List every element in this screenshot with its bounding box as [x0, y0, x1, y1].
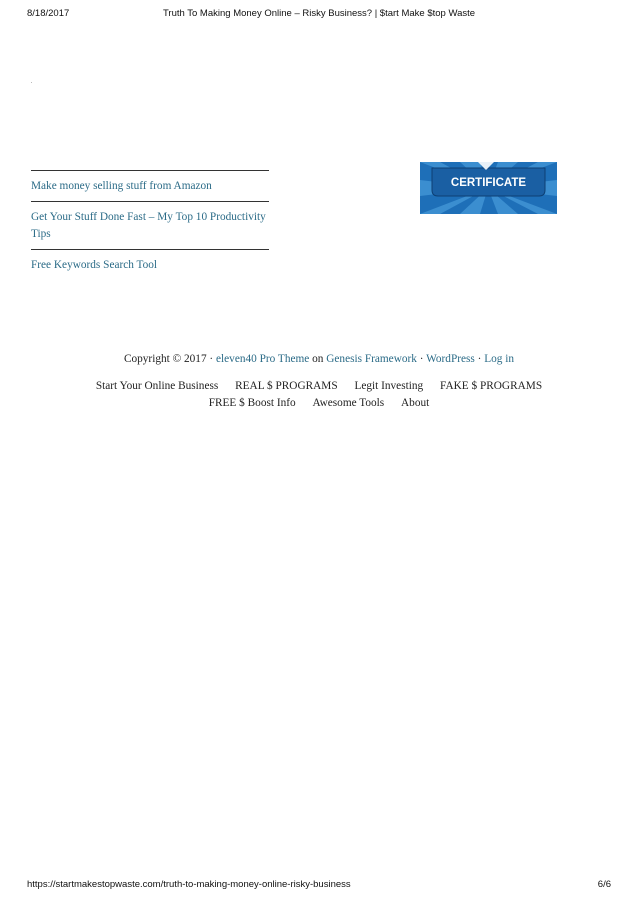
separator: ·	[419, 353, 424, 365]
theme-link[interactable]: eleven40 Pro Theme	[216, 353, 310, 365]
nav-about[interactable]: About	[401, 397, 430, 409]
print-footer	[0, 879, 638, 893]
certificate-badge-image[interactable]	[420, 162, 557, 214]
framework-link[interactable]: Genesis Framework	[326, 353, 417, 365]
print-page-title: Truth To Making Money Online – Risky Business? | $tart Make $top Waste	[162, 8, 476, 19]
nav-awesome-tools[interactable]: Awesome Tools	[312, 397, 385, 409]
list-item	[31, 201, 269, 249]
recent-post-link[interactable]: Make money selling stuff from Amazon	[31, 180, 212, 192]
print-header	[0, 8, 638, 22]
copyright-text: Copyright © 2017 ·	[123, 353, 214, 365]
nav-fake-programs[interactable]: FAKE $ PROGRAMS	[440, 380, 543, 392]
footer-copyright	[0, 353, 638, 365]
certificate-badge-icon	[420, 162, 557, 214]
nav-free-boost-info[interactable]: FREE $ Boost Info	[208, 397, 296, 409]
list-item	[31, 249, 269, 280]
nav-real-programs[interactable]: REAL $ PROGRAMS	[235, 380, 338, 392]
recent-post-link[interactable]: Get Your Stuff Done Fast – My Top 10 Productivity Tips	[31, 211, 266, 240]
nav-legit-investing[interactable]: Legit Investing	[354, 380, 424, 392]
on-text: on	[312, 353, 324, 365]
wordpress-link[interactable]: WordPress	[426, 353, 475, 365]
login-link[interactable]: Log in	[484, 353, 515, 365]
footer-nav	[60, 378, 578, 412]
page-number: 6/6	[597, 879, 611, 890]
separator: ·	[477, 353, 482, 365]
decorative-dot	[31, 82, 32, 83]
recent-posts-list	[31, 170, 269, 280]
list-item	[31, 170, 269, 201]
nav-start-online-business[interactable]: Start Your Online Business	[95, 380, 219, 392]
print-date: 8/18/2017	[27, 8, 70, 19]
print-url: https://startmakestopwaste.com/truth-to-making-money-online-risky-business	[27, 879, 351, 890]
badge-text: CERTIFICATE	[450, 177, 527, 189]
recent-post-link[interactable]: Free Keywords Search Tool	[31, 259, 158, 271]
